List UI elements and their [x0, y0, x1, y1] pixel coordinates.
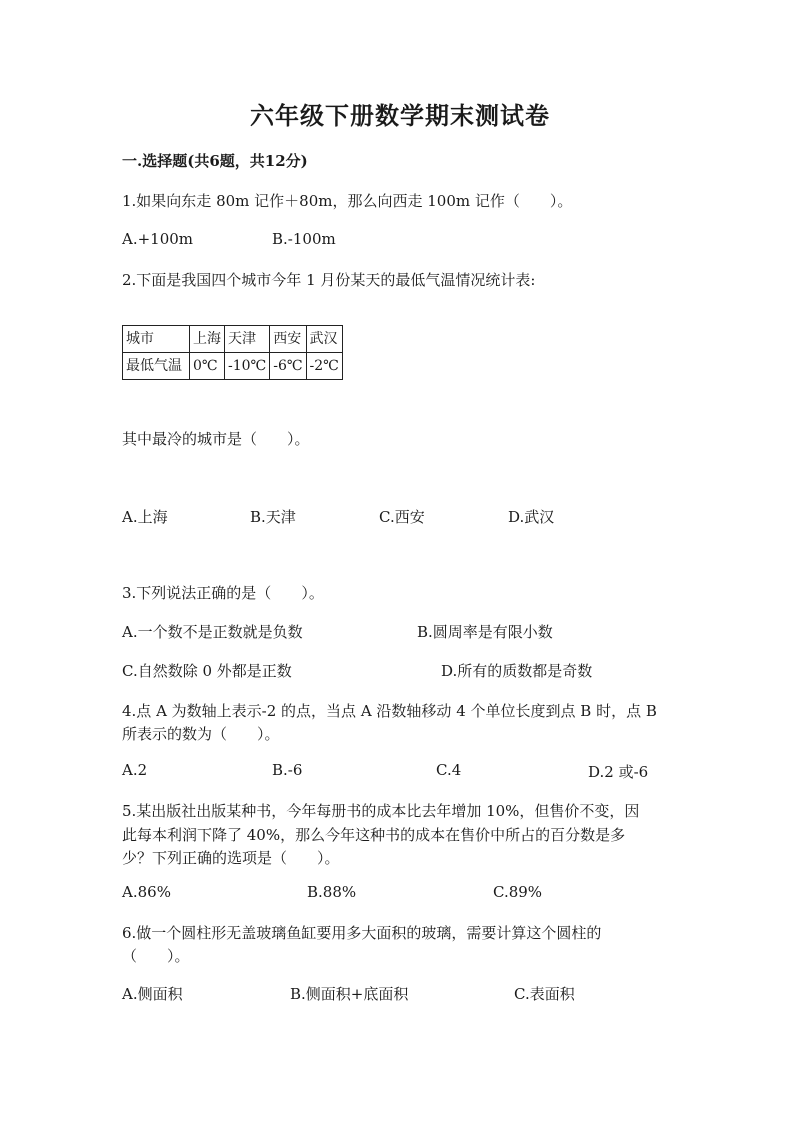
q6-option-b: B.侧面积+底面积	[290, 985, 409, 1003]
question-2-text: 2.下面是我国四个城市今年 1 月份某天的最低气温情况统计表:	[122, 271, 536, 289]
question-3-text: 3.下列说法正确的是（ ）。	[122, 584, 324, 602]
q1-option-a: A.+100m	[122, 230, 194, 248]
question-6-line-2: （ ）。	[122, 947, 190, 965]
q2-option-c: C.西安	[379, 508, 425, 526]
table-cell: -2℃	[306, 353, 342, 380]
table-header-cell: 城市	[123, 326, 190, 353]
q4-option-c: C.4	[436, 761, 462, 779]
q5-option-a: A.86%	[122, 883, 171, 901]
question-2-followup: 其中最冷的城市是（ ）。	[122, 430, 310, 448]
q3-option-c: C.自然数除 0 外都是正数	[122, 662, 292, 680]
table-row	[123, 353, 343, 380]
question-6-line-1: 6.做一个圆柱形无盖玻璃鱼缸要用多大面积的玻璃，需要计算这个圆柱的	[122, 924, 602, 942]
q4-option-d: D.2 或-6	[588, 763, 649, 781]
q2-option-d: D.武汉	[508, 508, 555, 526]
q6-option-a: A.侧面积	[122, 985, 183, 1003]
q2-option-a: A.上海	[122, 508, 168, 526]
q4-option-a: A.2	[122, 761, 148, 779]
section-heading: 一.选择题(共6题，共12分)	[122, 152, 308, 170]
q5-option-b: B.88%	[307, 883, 357, 901]
q3-option-b: B.圆周率是有限小数	[417, 623, 553, 641]
table-cell: -10℃	[225, 353, 270, 380]
question-5-line-1: 5.某出版社出版某种书，今年每册书的成本比去年增加 10%，但售价不变，因	[122, 802, 640, 820]
question-1-text: 1.如果向东走 80m 记作＋80m，那么向西走 100m 记作（ ）。	[122, 192, 573, 210]
q5-option-c: C.89%	[493, 883, 543, 901]
table-cell: -6℃	[270, 353, 306, 380]
q3-option-d: D.所有的质数都是奇数	[441, 662, 593, 680]
q2-option-b: B.天津	[250, 508, 296, 526]
q4-option-b: B.-6	[272, 761, 303, 779]
table-header-cell: 武汉	[306, 326, 342, 353]
q6-option-c: C.表面积	[514, 985, 575, 1003]
table-header-cell: 上海	[190, 326, 225, 353]
question-5-line-2: 此每本利润下降了 40%，那么今年这种书的成本在售价中所占的百分数是多	[122, 826, 626, 844]
table-header-cell: 西安	[270, 326, 306, 353]
question-4-line-2: 所表示的数为（ ）。	[122, 725, 280, 743]
table-cell: 最低气温	[123, 353, 190, 380]
table-cell: 0℃	[190, 353, 225, 380]
table-header-cell: 天津	[225, 326, 270, 353]
temperature-table	[122, 325, 343, 380]
question-4-line-1: 4.点 A 为数轴上表示-2 的点，当点 A 沿数轴移动 4 个单位长度到点 B 时，点 B	[122, 702, 657, 720]
q1-option-b: B.-100m	[272, 230, 336, 248]
q3-option-a: A.一个数不是正数就是负数	[122, 623, 303, 641]
question-5-line-3: 少？下列正确的选项是（ ）。	[122, 849, 340, 867]
table-header-row	[123, 326, 343, 353]
page-title: 六年级下册数学期末测试卷	[250, 101, 550, 130]
